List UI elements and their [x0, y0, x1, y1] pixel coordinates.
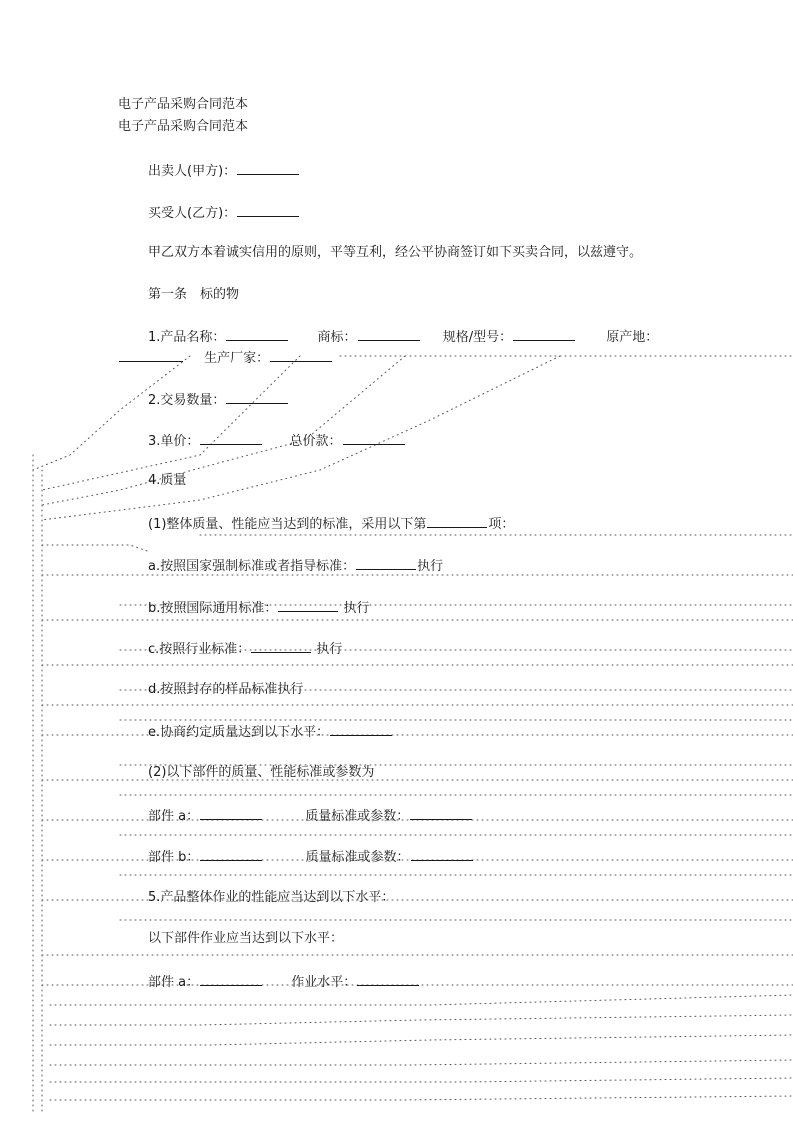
unit-price-label: 3.单价： — [148, 434, 200, 449]
item1-line-2 — [118, 348, 333, 368]
model-blank[interactable] — [513, 327, 575, 341]
dotted-guide-path — [42, 356, 300, 490]
brand-blank[interactable] — [358, 327, 420, 341]
dotted-guide-path — [50, 995, 793, 1005]
dotted-guide-path — [50, 1035, 793, 1045]
part-a-quality-line — [148, 806, 473, 826]
doc-title-line-2: 电子产品采购合同范本 — [118, 119, 249, 134]
preamble: 甲乙双方本着诚实信用的原则，平等互利，经公平协商签订如下买卖合同，以兹遵守。 — [148, 245, 643, 260]
dotted-guide-path — [33, 356, 190, 470]
quality-option-a-blank[interactable] — [356, 556, 416, 570]
quality-option-e-text: e.协商约定质量达到以下水平： — [148, 725, 330, 740]
quality-option-b-suffix: 执行 — [343, 601, 370, 616]
quality-option-c-text: c.按照行业标准： — [148, 642, 251, 657]
part-b-quality-label: 质量标准或参数： — [305, 850, 410, 865]
unit-price-blank[interactable] — [200, 431, 262, 445]
part-b-quality-blank[interactable] — [411, 847, 473, 861]
quality-option-b — [148, 598, 370, 618]
doc-title-line-1: 电子产品采购合同范本 — [118, 97, 249, 112]
part-a-level-label: 部件 a： — [148, 975, 200, 990]
product-name-blank[interactable] — [226, 327, 288, 341]
item3-line — [148, 431, 406, 451]
dotted-guide-path — [50, 1060, 793, 1065]
part-a-blank[interactable] — [200, 806, 262, 820]
brand-label: 商标： — [317, 330, 357, 345]
total-price-blank[interactable] — [343, 431, 405, 445]
origin-label: 原产地： — [606, 330, 659, 345]
product-name-label: 1.产品名称： — [148, 330, 226, 345]
model-label: 规格/型号： — [442, 330, 513, 345]
part-a-label: 部件 a： — [148, 809, 200, 824]
seller-label: 出卖人(甲方)： — [148, 164, 237, 179]
dotted-guide-path — [50, 1015, 793, 1025]
parts-level-intro: 以下部件作业应当达到以下水平： — [148, 931, 344, 946]
quality-option-a-suffix: 执行 — [417, 559, 444, 574]
dotted-guide-path — [50, 1096, 793, 1100]
item1-line — [148, 327, 658, 347]
work-level-label: 作业水平： — [291, 975, 357, 990]
origin-blank[interactable] — [119, 348, 183, 362]
quality-option-a — [148, 556, 443, 576]
manufacturer-blank[interactable] — [270, 348, 332, 362]
quality-intro — [148, 514, 514, 534]
quality-option-blank[interactable] — [427, 514, 487, 528]
quality-option-e — [148, 722, 393, 742]
item4-title: 4.质量 — [148, 473, 187, 488]
buyer-blank[interactable] — [237, 203, 299, 217]
item2-line — [148, 390, 289, 410]
quantity-blank[interactable] — [226, 390, 288, 404]
part-a-level-line — [148, 972, 420, 992]
seller-line — [148, 161, 300, 181]
item5-title: 5.产品整体作业的性能应当达到以下水平： — [148, 890, 395, 905]
buyer-label: 买受人(乙方)： — [148, 206, 237, 221]
total-price-label: 总价款： — [289, 434, 342, 449]
quality-option-c-blank[interactable] — [251, 639, 311, 653]
parts-quality-intro: (2)以下部件的质量、性能标准或参数为 — [148, 765, 375, 780]
seller-blank[interactable] — [237, 161, 299, 175]
quality-option-c-suffix: 执行 — [316, 642, 343, 657]
part-a-level-part-blank[interactable] — [200, 972, 262, 986]
article1-title: 第一条 标的物 — [148, 287, 240, 302]
quality-intro-suffix: 项： — [488, 517, 515, 532]
manufacturer-label: 生产厂家： — [204, 351, 270, 366]
quality-option-b-blank[interactable] — [278, 598, 338, 612]
quality-option-c — [148, 639, 342, 659]
quality-option-e-blank[interactable] — [330, 722, 392, 736]
quantity-label: 2.交易数量： — [148, 393, 226, 408]
part-a-quality-label: 质量标准或参数： — [305, 809, 410, 824]
part-b-quality-line — [148, 847, 474, 867]
quality-option-b-text: b.按照国际通用标准： — [148, 601, 278, 616]
quality-intro-text: (1)整体质量、性能应当达到的标准，采用以下第 — [148, 517, 427, 532]
part-a-quality-blank[interactable] — [410, 806, 472, 820]
buyer-line — [148, 203, 300, 223]
dotted-guide-path — [42, 545, 150, 552]
part-b-blank[interactable] — [200, 847, 262, 861]
dotted-guide-path — [50, 1078, 793, 1082]
quality-option-d: d.按照封存的样品标准执行 — [148, 682, 304, 697]
work-level-blank[interactable] — [357, 972, 419, 986]
part-b-label: 部件 b： — [148, 850, 200, 865]
quality-option-a-text: a.按照国家强制标准或者指导标准： — [148, 559, 356, 574]
